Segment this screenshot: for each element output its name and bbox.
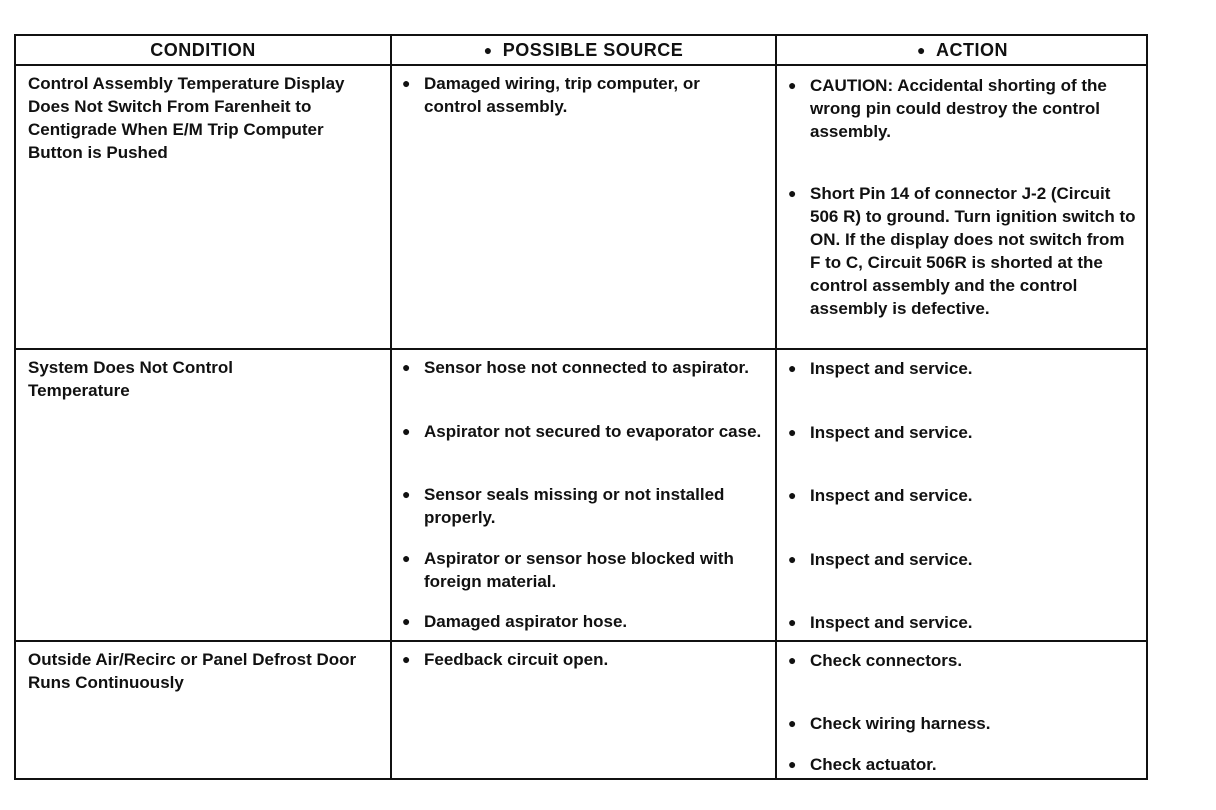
header-possible-source: [392, 36, 775, 64]
bullet-icon: ●: [788, 756, 797, 772]
bullet-icon: ●: [402, 613, 411, 629]
row-2-source-1: ● Sensor hose not connected to aspirator.: [402, 358, 749, 377]
header-divider: [16, 64, 1146, 66]
bullet-icon: ●: [402, 359, 411, 375]
bullet-icon: ●: [788, 715, 797, 731]
row-3-action-2: ● Check wiring harness.: [788, 714, 991, 733]
header-condition-label: CONDITION: [150, 39, 256, 60]
row-1-action-1: ● CAUTION: Accidental shorting of the wrong pin could destroy the control assembly.: [788, 76, 1107, 141]
bullet-icon: ●: [788, 551, 797, 567]
row-2-action-5: ● Inspect and service.: [788, 613, 973, 632]
row-2-source-3: ● Sensor seals missing or not installed properly.: [402, 485, 725, 527]
row-2-action-4: ● Inspect and service.: [788, 550, 973, 569]
bullet-icon: ●: [788, 424, 797, 440]
row-1-action-2: ● Short Pin 14 of connector J-2 (Circuit 506 R) to ground. Turn ignition switch to ON. If the display does not switch from F to C, Circuit 506R is shorted at the control assembly and the control assembly is defective.: [788, 184, 1136, 318]
bullet-icon: ●: [402, 423, 411, 439]
bullet-icon: ●: [788, 487, 797, 503]
row-1-source-1: ● Damaged wiring, trip computer, or control assembly.: [402, 74, 700, 116]
bullet-icon: ●: [402, 550, 411, 566]
bullet-icon: ●: [483, 42, 493, 58]
bullet-icon: ●: [788, 652, 797, 668]
row-2-action-2: ● Inspect and service.: [788, 423, 973, 442]
row-2-source-4: ● Aspirator or sensor hose blocked with foreign material.: [402, 549, 734, 591]
header-condition: [16, 36, 390, 64]
row-3-action-3: ● Check actuator.: [788, 755, 937, 774]
bullet-icon: ●: [788, 360, 797, 376]
header-possible-source-label: POSSIBLE SOURCE: [502, 39, 684, 60]
row-divider: [16, 640, 1146, 642]
bullet-icon: ●: [788, 77, 797, 93]
troubleshooting-table: [14, 34, 1148, 780]
bullet-icon: ●: [917, 42, 926, 58]
row-2-source-5: ● Damaged aspirator hose.: [402, 612, 628, 631]
header-action-label: ACTION: [935, 39, 1008, 60]
bullet-icon: ●: [402, 651, 411, 667]
header-action: [777, 36, 1148, 64]
row-divider: [16, 348, 1146, 350]
column-divider: [390, 36, 392, 778]
bullet-icon: ●: [788, 614, 797, 630]
bullet-icon: ●: [788, 185, 797, 201]
row-2-action-1: ● Inspect and service.: [788, 359, 973, 378]
bullet-icon: ●: [402, 75, 411, 91]
row-3-action-1: ● Check connectors.: [788, 651, 963, 670]
row-2-condition: System Does Not Control Temperature: [28, 358, 233, 400]
row-3-source-1: ● Feedback circuit open.: [402, 650, 609, 669]
row-1-condition: Control Assembly Temperature Display Does Not Switch From Farenheit to Centigrade When E/M Trip Computer Button is Pushed: [28, 74, 345, 162]
row-2-action-3: ● Inspect and service.: [788, 486, 973, 505]
bullet-icon: ●: [402, 486, 411, 502]
row-2-source-2: ● Aspirator not secured to evaporator case.: [402, 422, 762, 441]
column-divider: [775, 36, 777, 778]
row-3-condition: Outside Air/Recirc or Panel Defrost Door Runs Continuously: [28, 650, 357, 692]
